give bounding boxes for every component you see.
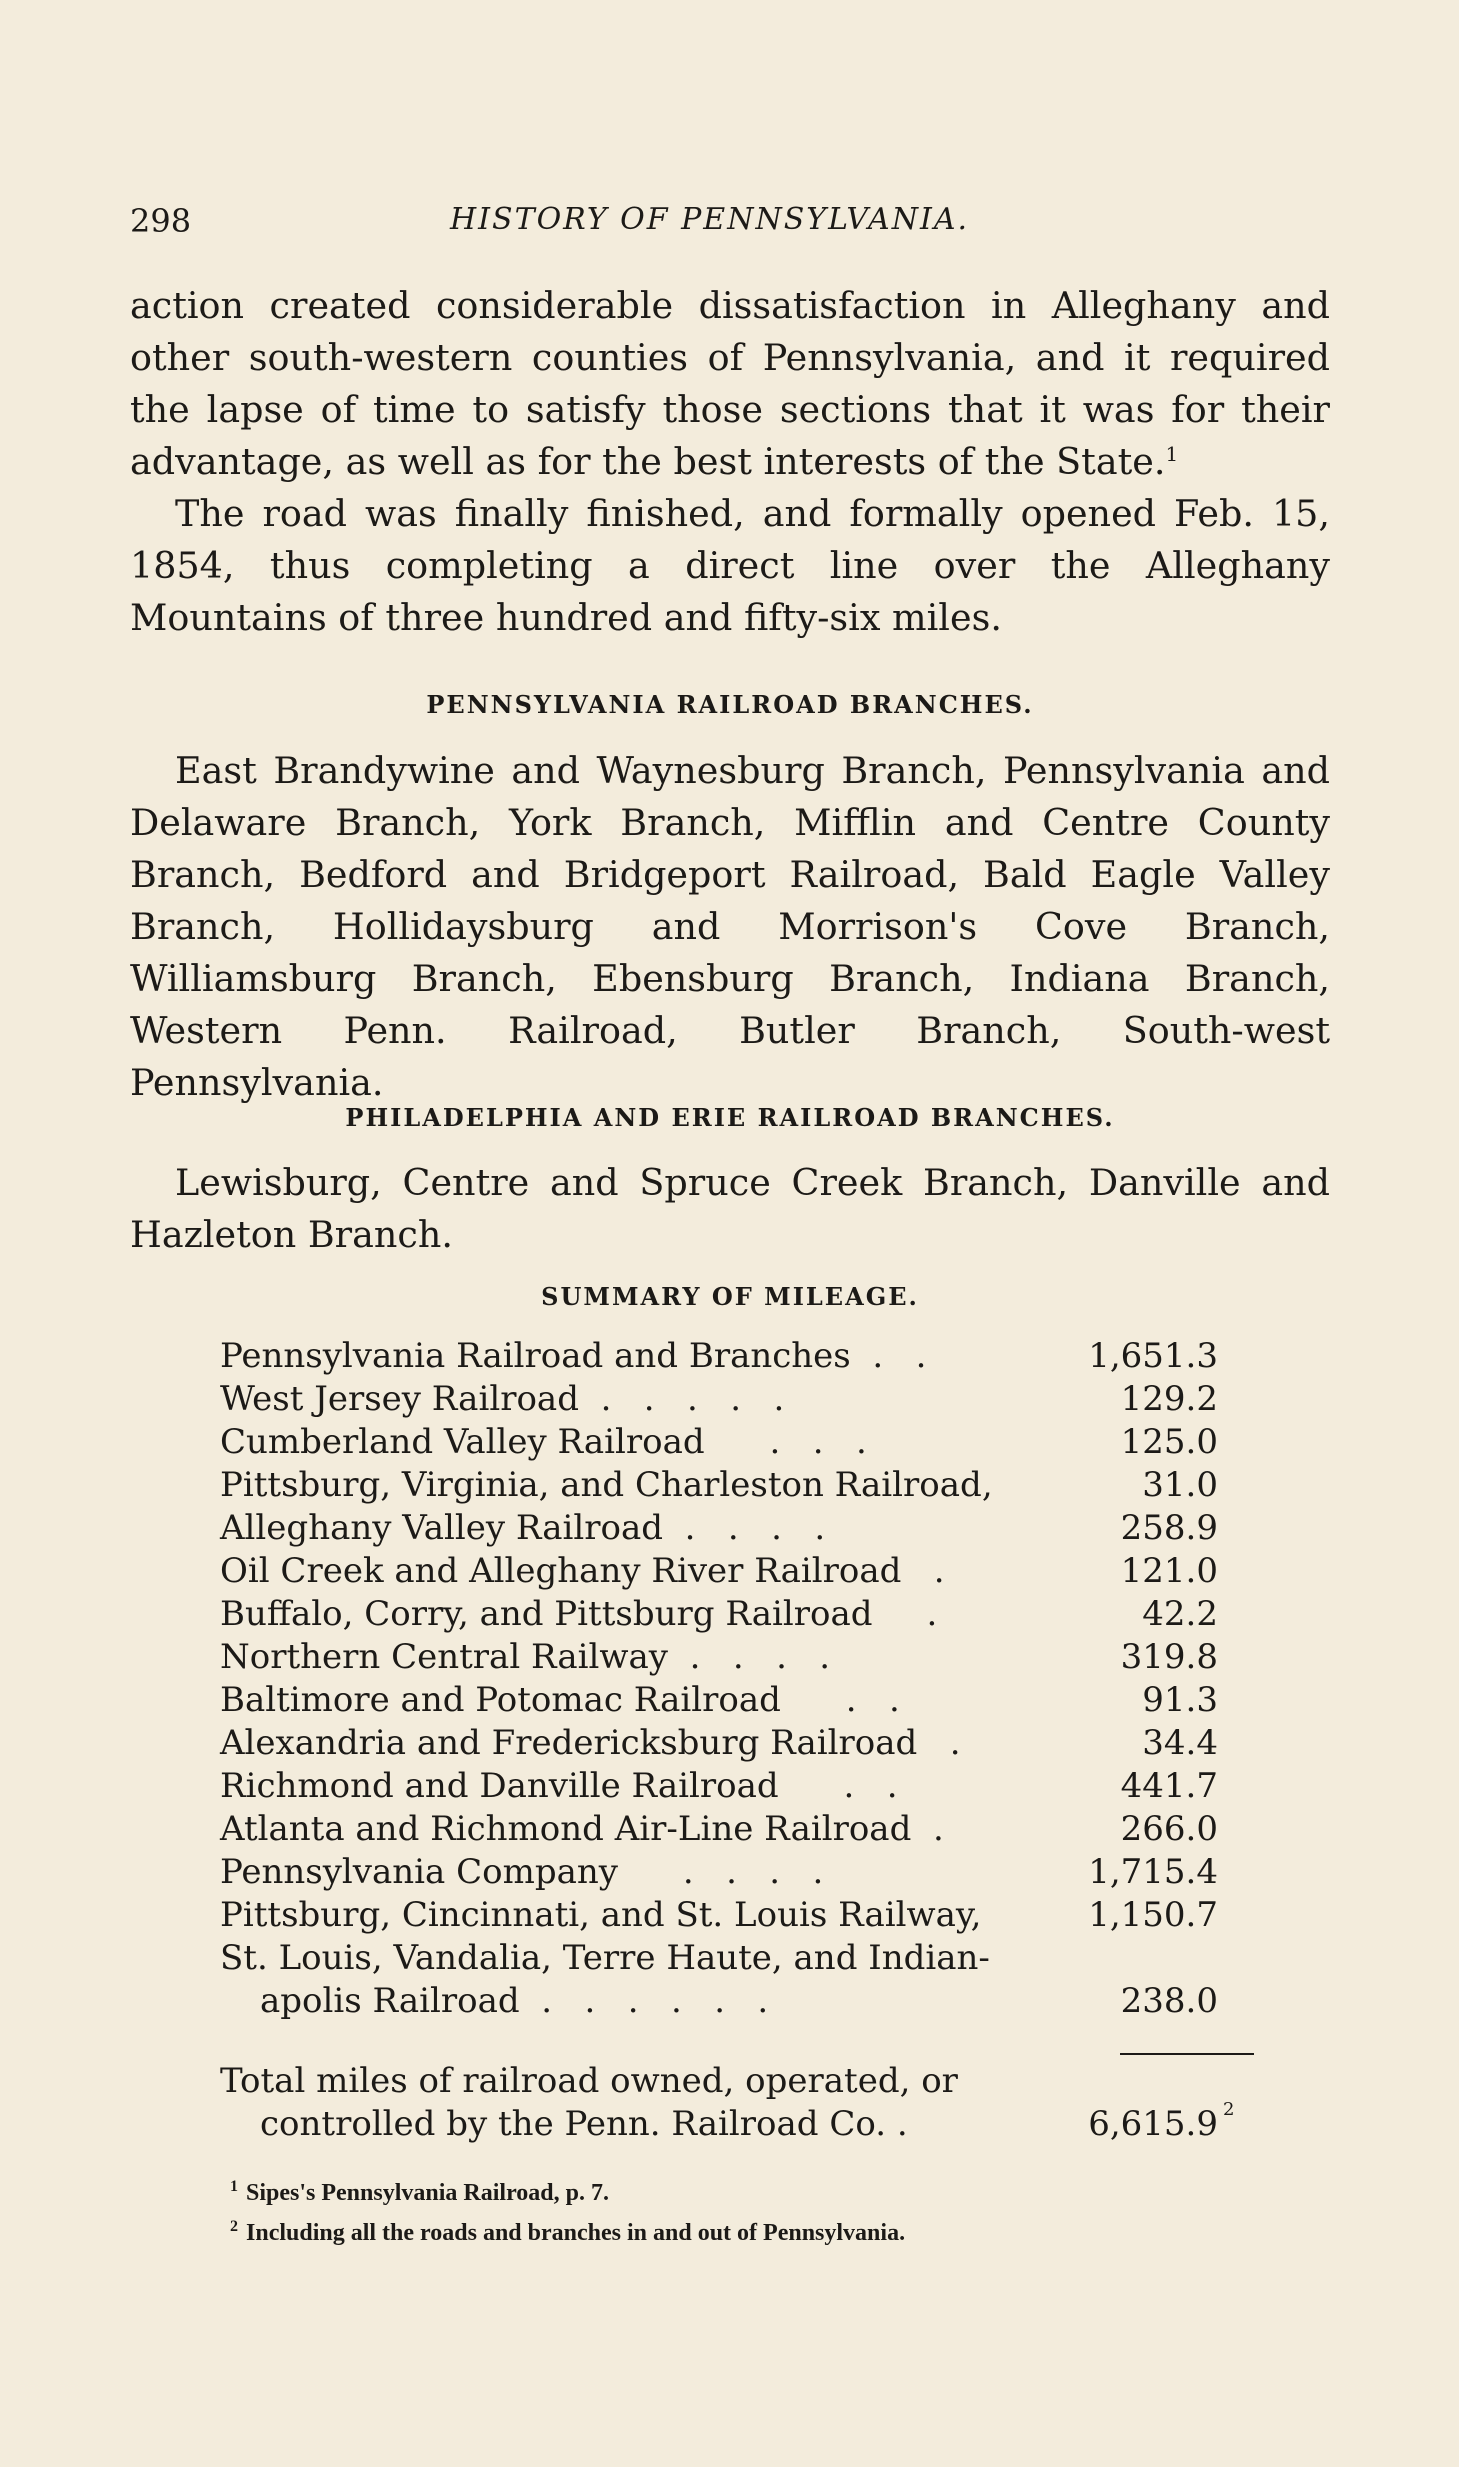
total-label-line: Total miles of railroad owned, operated, or — [220, 2061, 958, 2101]
mileage-row-value: 266.0 — [1120, 1809, 1218, 1849]
mileage-table — [220, 1335, 1240, 2023]
mileage-row — [220, 1636, 1240, 1679]
mileage-row — [220, 1464, 1240, 1507]
mileage-row-label: Pennsylvania Railroad and Branches . . — [220, 1336, 927, 1376]
footnote-text: Including all the roads and branches in and out of Pennsylvania. — [246, 2220, 906, 2246]
mileage-total — [220, 2060, 1280, 2150]
mileage-row-label: Northern Central Railway . . . . — [220, 1637, 831, 1677]
mileage-row — [220, 1808, 1240, 1851]
footnotes — [230, 2170, 1330, 2250]
mileage-row-value: 34.4 — [1142, 1723, 1218, 1763]
mileage-row — [220, 1894, 1240, 1937]
mileage-row-label: Buffalo, Corry, and Pittsburg Railroad . — [220, 1594, 938, 1634]
paragraph-pennsylvania-branches: East Brandywine and Waynesburg Branch, Pennsylvania and Delaware Branch, York Branch, Mifflin and Centre County Branch, Bedford and Bridgeport Railroad, Bald Eagle Valley Branch, Hollidaysburg and Morrison's Cove Branch, Williamsburg Branch, Ebensburg Branch, Indiana Branch, Western Penn. Railroad, Butler Branch, South-west Pennsylvania. — [130, 749, 1330, 1104]
mileage-row-label: Pittsburg, Virginia, and Charleston Railroad, — [220, 1465, 993, 1505]
mileage-row-label: Baltimore and Potomac Railroad . . — [220, 1680, 900, 1720]
mileage-row-value: 31.0 — [1142, 1465, 1218, 1505]
footnote — [230, 2210, 1330, 2250]
footnote-ref-1: 1 — [1165, 441, 1179, 466]
mileage-row — [220, 1421, 1240, 1464]
mileage-row-value: 238.0 — [1120, 1981, 1218, 2021]
footnote-mark: 1 — [230, 2178, 238, 2195]
mileage-row — [220, 1593, 1240, 1636]
mileage-row-value: 1,651.3 — [1088, 1336, 1218, 1376]
total-rule — [1120, 2053, 1254, 2055]
total-label-line: controlled by the Penn. Railroad Co. . — [260, 2104, 908, 2144]
footnote-text: Sipes's Pennsylvania Railroad, p. 7. — [246, 2180, 609, 2206]
mileage-row-value: 129.2 — [1120, 1379, 1218, 1419]
running-title: HISTORY OF PENNSYLVANIA. — [450, 202, 970, 237]
mileage-row — [220, 1335, 1240, 1378]
book-page — [130, 0, 1330, 2467]
mileage-row — [220, 1679, 1240, 1722]
mileage-row — [220, 1937, 1240, 2023]
paragraph-text: action created considerable dissatisfaction in Alleghany and other south-western counties of Pennsylvania, and it required the lapse of time to satisfy those sections that it was for their advantage, as well as for the best interests of the State. — [130, 284, 1330, 483]
mileage-row-value: 1,715.4 — [1088, 1852, 1218, 1892]
running-head — [130, 202, 1330, 242]
mileage-row-label-line: apolis Railroad . . . . . . — [260, 1981, 769, 2021]
mileage-row — [220, 1550, 1240, 1593]
mileage-row-label: West Jersey Railroad . . . . . — [220, 1379, 785, 1419]
mileage-row-value: 1,150.7 — [1088, 1895, 1218, 1935]
footnote-ref-2: 2 — [1223, 2099, 1235, 2120]
mileage-row-value: 42.2 — [1142, 1594, 1218, 1634]
footnote — [230, 2170, 1330, 2210]
mileage-row-label: Pennsylvania Company . . . . — [220, 1852, 824, 1892]
mileage-row-value: 441.7 — [1120, 1766, 1218, 1806]
mileage-row — [220, 1851, 1240, 1894]
mileage-row-value: 319.8 — [1120, 1637, 1218, 1677]
mileage-row-value: 121.0 — [1120, 1551, 1218, 1591]
mileage-row-label: Oil Creek and Alleghany River Railroad . — [220, 1551, 945, 1591]
mileage-row-label: Alleghany Valley Railroad . . . . — [220, 1508, 826, 1548]
heading-pennsylvania-branches: PENNSYLVANIA RAILROAD BRANCHES. — [426, 690, 1034, 719]
mileage-row-value: 258.9 — [1120, 1508, 1218, 1548]
total-value: 6,615.9 — [1088, 2104, 1218, 2144]
mileage-row-label-line: St. Louis, Vandalia, Terre Haute, and Indian- — [220, 1938, 990, 1978]
mileage-row-label: Cumberland Valley Railroad . . . — [220, 1422, 867, 1462]
mileage-row — [220, 1765, 1240, 1808]
mileage-row-label: Atlanta and Richmond Air-Line Railroad . — [220, 1809, 944, 1849]
mileage-row-label: Richmond and Danville Railroad . . — [220, 1766, 898, 1806]
total-label — [220, 2060, 1070, 2146]
mileage-row-value: 91.3 — [1142, 1680, 1218, 1720]
mileage-row-label — [220, 1937, 1070, 2023]
mileage-row-label: Pittsburg, Cincinnati, and St. Louis Railway, — [220, 1895, 982, 1935]
heading-philadelphia-erie-branches: PHILADELPHIA AND ERIE RAILROAD BRANCHES. — [345, 1103, 1115, 1132]
paragraph-continuation — [130, 280, 1330, 488]
heading-summary-of-mileage: SUMMARY OF MILEAGE. — [541, 1282, 919, 1311]
footnote-mark: 2 — [230, 2218, 238, 2235]
page-number: 298 — [130, 202, 192, 240]
mileage-row-value: 125.0 — [1120, 1422, 1218, 1462]
mileage-row — [220, 1507, 1240, 1550]
mileage-row — [220, 1378, 1240, 1421]
paragraph-road-finished: The road was finally finished, and formally opened Feb. 15, 1854, thus completing a direct line over the Alleghany Mountains of three hundred and fifty-six miles. — [130, 492, 1330, 639]
paragraph-philadelphia-erie-branches: Lewisburg, Centre and Spruce Creek Branch, Danville and Hazleton Branch. — [130, 1161, 1330, 1256]
mileage-row-label: Alexandria and Fredericksburg Railroad . — [220, 1723, 961, 1763]
mileage-row — [220, 1722, 1240, 1765]
